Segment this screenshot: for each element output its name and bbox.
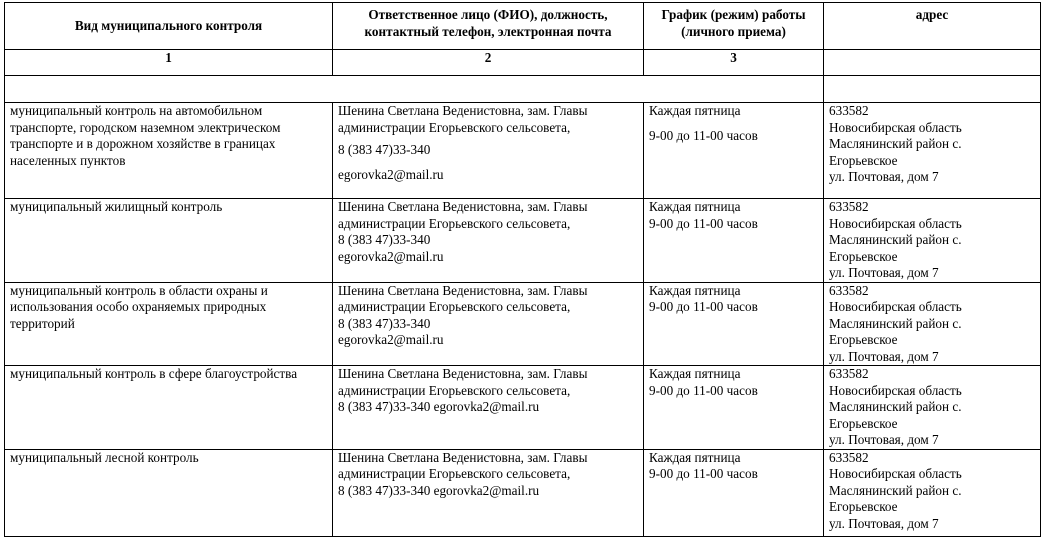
- person-text: Шенина Светлана Веденистовна, зам. Главы администрации Егорьевского сельсовета,: [338, 449, 588, 481]
- column-number: 2: [333, 50, 644, 76]
- phone-text: 8 (383 47)33-340: [338, 232, 431, 247]
- schedule-cell: [644, 199, 824, 283]
- person-text: Шенина Светлана Веденистовна, зам. Главы администрации Егорьевского сельсовета,: [338, 366, 588, 398]
- table-row: [5, 282, 1041, 366]
- control-type-cell: [5, 282, 333, 366]
- address-cell: [824, 282, 1041, 366]
- address-cell: [824, 449, 1041, 536]
- email-text: egorovka2@mail.ru: [338, 248, 444, 264]
- address-region: Новосибирская область: [829, 215, 962, 231]
- header-control-type: Вид муниципального контроля: [5, 3, 333, 50]
- address-region: Новосибирская область: [829, 299, 962, 314]
- control-type-text: муниципальный жилищный контроль: [10, 199, 223, 214]
- control-type-cell: [5, 366, 333, 450]
- table-row: [5, 103, 1041, 199]
- address-street: ул. Почтовая, дом 7: [829, 515, 939, 531]
- schedule-day: Каждая пятница: [649, 282, 741, 298]
- address-zip: 633582: [829, 103, 869, 118]
- responsible-cell: [333, 366, 644, 450]
- table-row: [5, 449, 1041, 536]
- header-address: адрес: [824, 3, 1041, 50]
- schedule-cell: [644, 366, 824, 450]
- table-row: [5, 366, 1041, 450]
- schedule-hours: 9-00 до 11-00 часов: [649, 299, 758, 314]
- address-village: Егорьевское: [829, 332, 898, 347]
- schedule-day: Каждая пятница: [649, 449, 741, 465]
- email-text: egorovka2@mail.ru: [338, 166, 444, 182]
- schedule-day: Каждая пятница: [649, 103, 741, 118]
- header-schedule: График (режим) работы (личного приема): [644, 3, 824, 50]
- header-responsible-person: Ответственное лицо (ФИО), должность, контактный телефон, электронная почта: [333, 3, 644, 50]
- person-text: Шенина Светлана Веденистовна, зам. Главы администрации Егорьевского сельсовета,: [338, 199, 588, 231]
- control-type-cell: [5, 449, 333, 536]
- control-table: [4, 2, 1041, 537]
- responsible-cell: [333, 449, 644, 536]
- schedule-hours: 9-00 до 11-00 часов: [649, 466, 758, 481]
- table-row: [5, 199, 1041, 283]
- schedule-cell: [644, 282, 824, 366]
- column-number: 3: [644, 50, 824, 76]
- person-text: Шенина Светлана Веденистовна, зам. Главы администрации Егорьевского сельсовета,: [338, 103, 588, 135]
- schedule-day: Каждая пятница: [649, 199, 741, 214]
- schedule-cell: [644, 103, 824, 199]
- address-village: Егорьевское: [829, 248, 898, 264]
- address-zip: 633582: [829, 282, 869, 298]
- email-text: egorovka2@mail.ru: [338, 332, 444, 347]
- schedule-hours: 9-00 до 11-00 часов: [649, 382, 758, 398]
- phone-email-text: 8 (383 47)33-340 egorovka2@mail.ru: [338, 482, 540, 498]
- empty-row: [5, 76, 1041, 103]
- responsible-cell: [333, 199, 644, 283]
- header-row: [5, 3, 1041, 50]
- control-type-text: муниципальный контроль в области охраны и использования особо охраняемых природных территорий: [10, 282, 268, 331]
- address-cell: [824, 199, 1041, 283]
- address-region: Новосибирская область: [829, 466, 962, 481]
- address-district: Маслянинский район с.: [829, 315, 962, 331]
- responsible-cell: [333, 103, 644, 199]
- control-type-cell: [5, 199, 333, 283]
- address-zip: 633582: [829, 449, 869, 465]
- address-district: Маслянинский район с.: [829, 136, 962, 151]
- schedule-hours: 9-00 до 11-00 часов: [649, 215, 758, 231]
- address-street: ул. Почтовая, дом 7: [829, 348, 939, 364]
- address-region: Новосибирская область: [829, 382, 962, 398]
- address-street: ул. Почтовая, дом 7: [829, 432, 939, 447]
- address-street: ул. Почтовая, дом 7: [829, 265, 939, 280]
- address-cell: [824, 103, 1041, 199]
- person-text: Шенина Светлана Веденистовна, зам. Главы администрации Егорьевского сельсовета,: [338, 282, 588, 314]
- empty-cell: [824, 76, 1041, 103]
- column-number: 1: [5, 50, 333, 76]
- column-number-row: [5, 50, 1041, 76]
- empty-cell: [5, 76, 824, 103]
- address-street: ул. Почтовая, дом 7: [829, 169, 939, 184]
- address-cell: [824, 366, 1041, 450]
- address-district: Маслянинский район с.: [829, 482, 962, 498]
- column-number: [824, 50, 1041, 76]
- address-zip: 633582: [829, 199, 869, 214]
- schedule-day: Каждая пятница: [649, 366, 741, 381]
- address-village: Егорьевское: [829, 499, 898, 514]
- address-district: Маслянинский район с.: [829, 232, 962, 247]
- schedule-hours: 9-00 до 11-00 часов: [649, 127, 758, 143]
- control-type-text: муниципальный контроль в сфере благоустройства: [10, 366, 298, 381]
- phone-text: 8 (383 47)33-340: [338, 315, 431, 331]
- control-type-text: муниципальный лесной контроль: [10, 449, 199, 465]
- control-type-cell: [5, 103, 333, 199]
- responsible-cell: [333, 282, 644, 366]
- address-region: Новосибирская область: [829, 119, 962, 135]
- schedule-cell: [644, 449, 824, 536]
- phone-email-text: 8 (383 47)33-340 egorovka2@mail.ru: [338, 399, 540, 414]
- phone-text: 8 (383 47)33-340: [338, 142, 431, 157]
- address-village: Егорьевское: [829, 152, 898, 168]
- address-district: Маслянинский район с.: [829, 399, 962, 414]
- address-village: Егорьевское: [829, 415, 898, 431]
- control-type-text: муниципальный контроль на автомобильном транспорте, городском наземном электрическом транспорте и в дорожном хозяйстве в границах населенных пунктов: [10, 103, 281, 168]
- address-zip: 633582: [829, 366, 869, 381]
